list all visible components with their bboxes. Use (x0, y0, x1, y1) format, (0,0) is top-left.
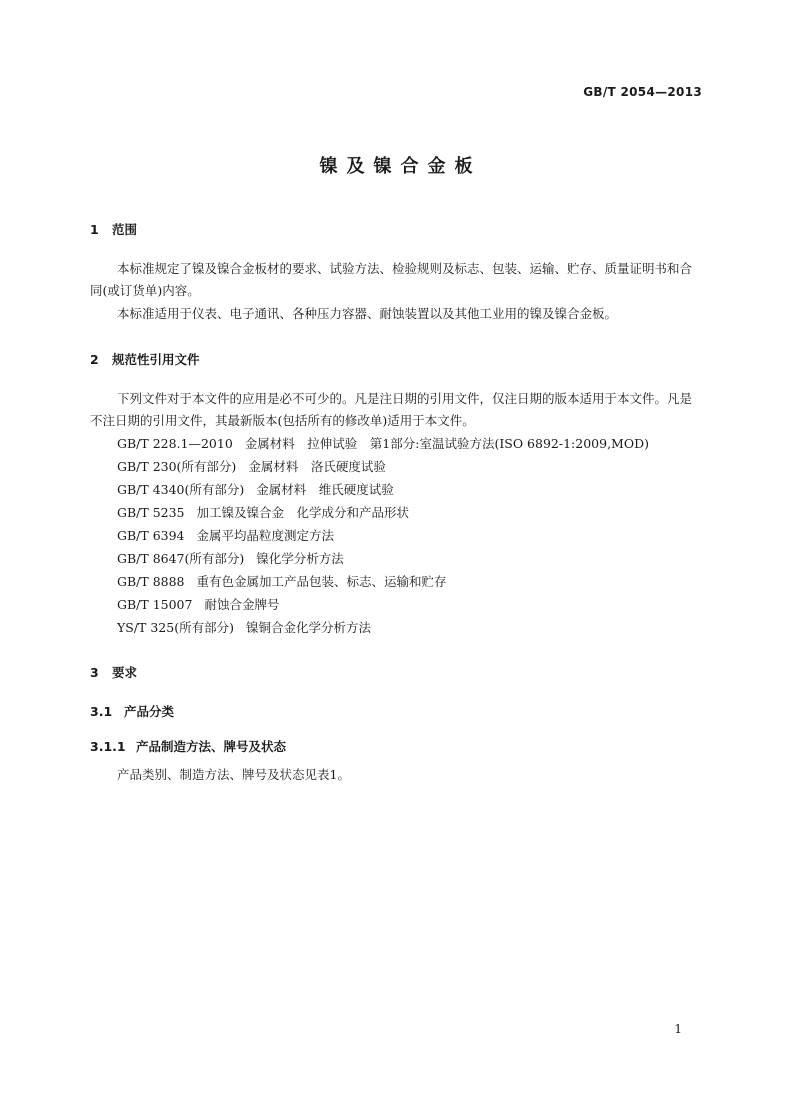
section-title: 规范性引用文件 (112, 352, 200, 367)
section-2-intro (90, 388, 702, 432)
section-title: 产品分类 (124, 704, 175, 719)
section-number: 3.1.1 (90, 739, 126, 754)
paragraph-text: 本标准适用于仪表、电子通讯、各种压力容器、耐蚀装置以及其他工业用的镍及镍合金板。 (117, 306, 618, 321)
section-1-heading (90, 220, 137, 238)
reference-name: 金属材料 维氏硬度试验 (256, 482, 394, 497)
reference-name: 镍化学分析方法 (256, 551, 344, 566)
reference-name: 镍铜合金化学分析方法 (245, 620, 371, 635)
section-number: 3.1 (90, 704, 113, 719)
section-3-heading (90, 663, 137, 681)
reference-code: GB/T 6394 (117, 528, 185, 543)
document-title: 镍及镍合金板 (319, 156, 482, 177)
section-3-1-1-paragraph (90, 764, 702, 786)
section-3-1-1-heading (90, 737, 286, 755)
reference-item (117, 548, 344, 570)
section-number: 1 (90, 222, 99, 237)
standard-number: GB/T 2054—2013 (583, 85, 702, 99)
section-title: 范围 (112, 222, 138, 237)
reference-name: 金属材料 洛氏硬度试验 (248, 459, 386, 474)
reference-code: YS/T 325(所有部分) (117, 620, 234, 635)
reference-code: GB/T 8647(所有部分) (117, 551, 245, 566)
reference-code: GB/T 228.1—2010 (117, 436, 233, 451)
reference-code: GB/T 15007 (117, 597, 193, 612)
section-title: 要求 (112, 665, 138, 680)
reference-code: GB/T 230(所有部分) (117, 459, 237, 474)
section-title: 产品制造方法、牌号及状态 (136, 739, 287, 754)
reference-item (117, 502, 409, 524)
reference-name: 重有色金属加工产品包装、标志、运输和贮存 (196, 574, 447, 589)
reference-name: 金属平均晶粒度测定方法 (196, 528, 335, 543)
section-1-paragraph-2 (90, 303, 702, 325)
reference-item (117, 525, 334, 547)
section-2-heading (90, 350, 200, 368)
reference-item (117, 433, 649, 455)
reference-item (117, 479, 394, 501)
section-3-1-heading (90, 702, 174, 720)
reference-name: 耐蚀合金牌号 (204, 597, 280, 612)
reference-name: 金属材料 拉伸试验 第1部分:室温试验方法(ISO 6892-1:2009,MOD) (244, 436, 649, 451)
paragraph-text: 本标准规定了镍及镍合金板材的要求、试验方法、检验规则及标志、包装、运输、贮存、质量证明书和合同(或订货单)内容。 (90, 261, 693, 298)
section-1-paragraph-1 (90, 258, 702, 302)
reference-code: GB/T 8888 (117, 574, 185, 589)
reference-code: GB/T 4340(所有部分) (117, 482, 245, 497)
section-number: 3 (90, 665, 99, 680)
page-number: 1 (674, 1022, 682, 1036)
section-number: 2 (90, 352, 99, 367)
reference-name: 加工镍及镍合金 化学成分和产品形状 (196, 505, 410, 520)
reference-item (117, 571, 447, 593)
reference-item (117, 617, 371, 639)
paragraph-text: 产品类别、制造方法、牌号及状态见表1。 (117, 767, 350, 782)
reference-item (117, 456, 386, 478)
paragraph-text: 下列文件对于本文件的应用是必不可少的。凡是注日期的引用文件，仅注日期的版本适用于本文件。凡是不注日期的引用文件，其最新版本(包括所有的修改单)适用于本文件。 (90, 391, 693, 428)
reference-code: GB/T 5235 (117, 505, 185, 520)
reference-item (117, 594, 279, 616)
